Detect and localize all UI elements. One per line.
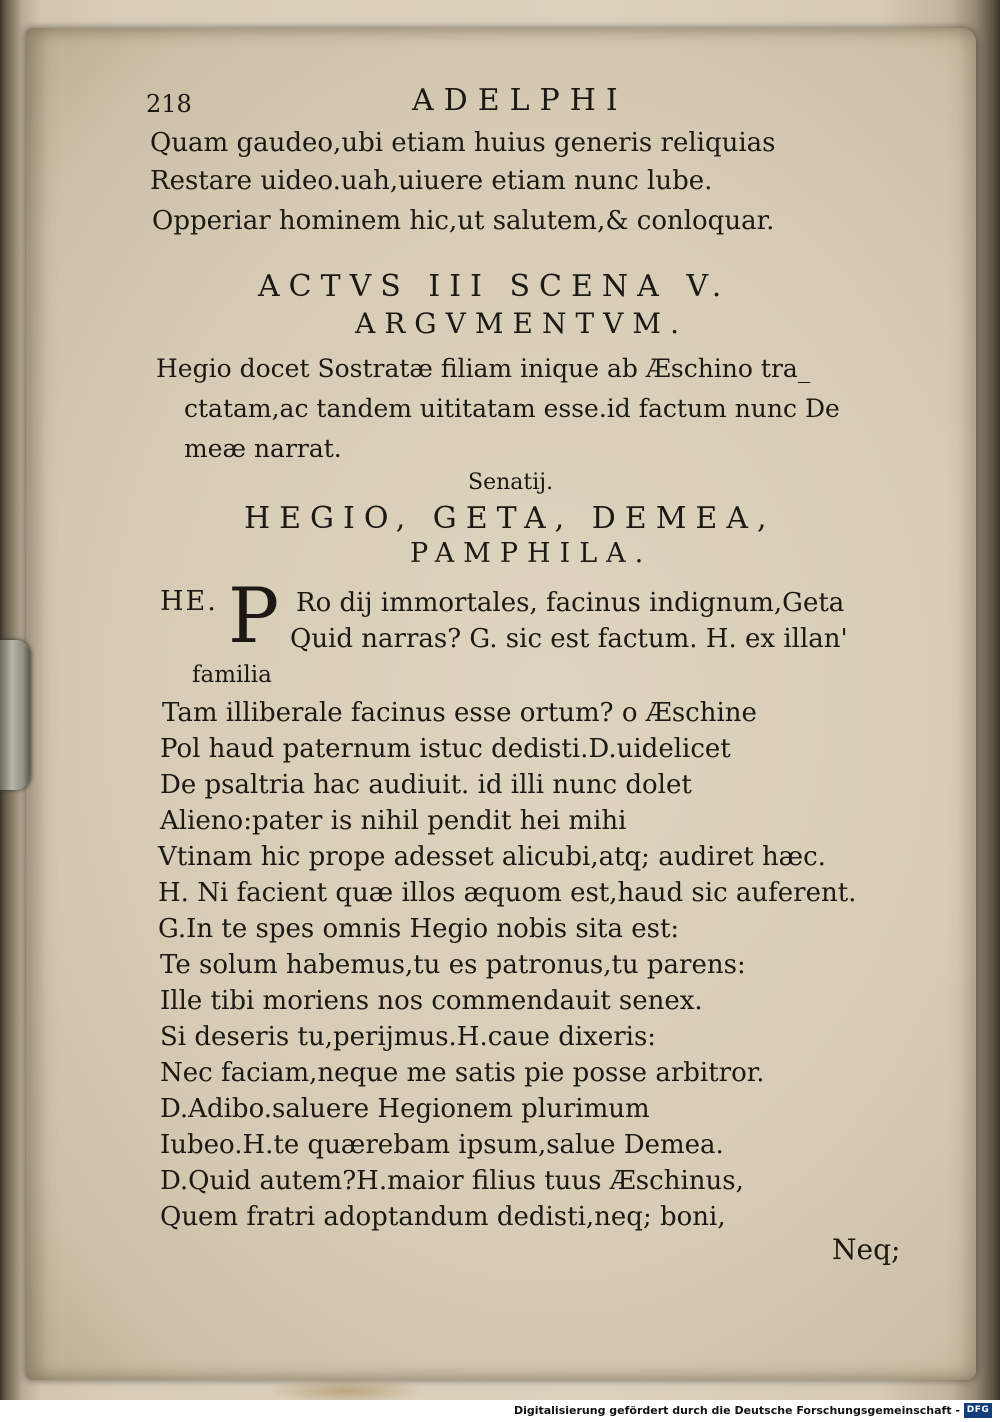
dialogue-line: Si deseris tu,perijmus.H.caue dixeris:: [160, 1022, 657, 1052]
dialogue-line: G.In te spes omnis Hegio nobis sita est:: [158, 914, 680, 944]
page-number: 218: [146, 90, 192, 118]
dialogue-line: Tam illiberale facinus esse ortum? o Æschine: [162, 698, 757, 728]
text-line: Opperiar hominem hic,ut salutem,& conloquar.: [152, 206, 775, 236]
dialogue-line: familia: [192, 662, 272, 688]
dialogue-line: Ille tibi moriens nos commendauit senex.: [160, 986, 703, 1016]
text-line: Restare uideo.uah,uiuere etiam nunc lube.: [150, 166, 713, 196]
dialogue-line: Nec faciam,neque me satis pie posse arbitror.: [160, 1058, 765, 1088]
argument-line: meæ narrat.: [184, 434, 342, 463]
characters-line: PAMPHILA.: [410, 538, 653, 569]
characters-line: HEGIO, GETA, DEMEA,: [244, 501, 776, 536]
argument-heading: ARGVMENTVM.: [355, 307, 688, 340]
speaker-label: HE.: [160, 586, 218, 617]
footer-credit: Digitalisierung gefördert durch die Deutsche Forschungsgemeinschaft -: [513, 1404, 960, 1417]
dialogue-line: Te solum habemus,tu es patronus,tu parens:: [160, 950, 746, 980]
catchword: Neq;: [832, 1233, 901, 1266]
dialogue-line: H. Ni facient quæ illos æquom est,haud sic auferent.: [158, 878, 857, 908]
dialogue-line: Ro dij immortales, facinus indignum,Geta: [296, 588, 845, 618]
drop-capital: P: [228, 571, 280, 660]
dialogue-line: Vtinam hic prope adesset alicubi,atq; audiret hæc.: [158, 842, 826, 872]
metal-clasp: [0, 640, 30, 790]
dialogue-line: Pol haud paternum istuc dedisti.D.uidelicet: [160, 734, 731, 764]
argument-line: ctatam,ac tandem uititatam esse.id factum nunc De: [184, 394, 840, 423]
dialogue-line: Quem fratri adoptandum dedisti,neq; boni,: [160, 1202, 726, 1232]
running-title: ADELPHI: [412, 83, 628, 118]
meter-label: Senatij.: [468, 470, 554, 495]
dialogue-line: Alieno:pater is nihil pendit hei mihi: [160, 806, 627, 836]
dfg-logo: DFG: [964, 1403, 992, 1418]
dialogue-line: Quid narras? G. sic est factum. H. ex illan': [290, 624, 848, 654]
dialogue-line: D.Adibo.saluere Hegionem plurimum: [160, 1094, 650, 1124]
text-line: Quam gaudeo,ubi etiam huius generis reliquias: [150, 128, 776, 158]
dialogue-line: De psaltria hac audiuit. id illi nunc dolet: [160, 770, 692, 800]
digitization-footer: [0, 1400, 1000, 1422]
act-heading: ACTVS III SCENA V.: [258, 269, 731, 304]
argument-line: Hegio docet Sostratæ filiam inique ab Æschino tra_: [156, 354, 811, 383]
dialogue-line: Iubeo.H.te quærebam ipsum,salue Demea.: [160, 1130, 724, 1160]
dialogue-line: D.Quid autem?H.maior filius tuus Æschinus,: [160, 1166, 744, 1196]
